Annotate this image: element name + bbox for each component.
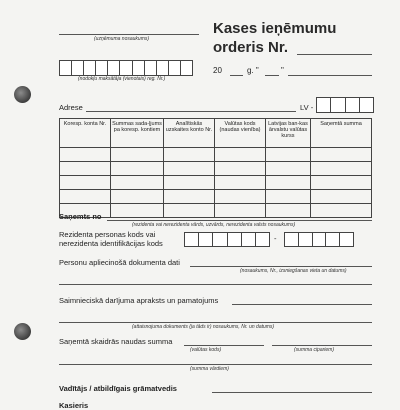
punch-hole-top xyxy=(14,86,31,103)
amount-figures-line[interactable] xyxy=(272,345,372,346)
amount-currency-line[interactable] xyxy=(184,345,264,346)
table-header-cell: Latvijas ban-kas ārvalstu valūtas kurss xyxy=(266,119,311,148)
date-year-line[interactable] xyxy=(230,75,243,76)
accounting-table xyxy=(59,118,372,218)
postal-code-label: LV - xyxy=(300,103,314,112)
postal-code-field[interactable] xyxy=(316,97,374,113)
table-header-cell: Valūtas kods (naudas vienība) xyxy=(215,119,266,148)
order-number-line[interactable] xyxy=(297,54,372,55)
company-name-line[interactable] xyxy=(59,34,199,35)
table-row xyxy=(60,162,372,176)
cashier-label: Kasieris xyxy=(59,401,89,410)
received-from-hint: (rezidenta vai nerezidenta vārds, uzvārds, nerezidenta valsts nosaukums) xyxy=(132,222,296,228)
id-document-line[interactable] xyxy=(190,266,372,267)
personal-code-dash: - xyxy=(274,234,277,243)
id-document-hint: (nosaukums, Nr., izsniegšanas vieta un datums) xyxy=(240,268,347,274)
personal-code-label-2: nerezidenta identifikācijas kods xyxy=(59,239,163,248)
transaction-label: Saimnieciskā darījuma apraksts un pamatojums xyxy=(59,296,219,305)
amount-figures-hint: (summa cipariem) xyxy=(294,347,335,353)
date-quote: " xyxy=(281,66,284,75)
table-row xyxy=(60,176,372,190)
address-label: Adrese xyxy=(59,103,83,112)
transaction-line-2[interactable] xyxy=(59,322,372,323)
received-from-label: Saņemts no xyxy=(59,212,102,221)
document-title-line1: Kases ieņēmumu xyxy=(213,20,337,37)
personal-code-part1-field[interactable] xyxy=(184,232,270,247)
address-line[interactable] xyxy=(86,111,296,112)
received-from-line[interactable] xyxy=(107,220,372,221)
table-header-cell: Saņemtā summa xyxy=(311,119,372,148)
table-row xyxy=(60,190,372,204)
taxpayer-reg-number-field[interactable] xyxy=(59,60,193,76)
table-header-cell: Analītiskās uzskaites konto Nr. xyxy=(164,119,215,148)
table-header-cell: Summas sada-ļjums pa koresp. kontiem xyxy=(111,119,164,148)
taxpayer-reg-hint: (nodokļu maksātāja (vienotais) reg. Nr.) xyxy=(78,76,166,82)
date-day-line[interactable] xyxy=(265,75,279,76)
date-year-prefix: 20 xyxy=(213,66,222,75)
table-header-cell: Koresp. konta Nr. xyxy=(60,119,111,148)
amount-words-line[interactable] xyxy=(59,364,372,365)
id-document-line-2[interactable] xyxy=(59,284,372,285)
company-name-hint: (uzņēmuma nosaukums) xyxy=(94,36,150,42)
personal-code-part2-field[interactable] xyxy=(284,232,354,247)
personal-code-label-1: Rezidenta personas kods vai xyxy=(59,230,156,239)
amount-label: Saņemtā skaidrās naudas summa xyxy=(59,337,173,346)
amount-currency-hint: (valūtas kods) xyxy=(190,347,222,353)
table-row xyxy=(60,204,372,218)
date-g-label: g. " xyxy=(247,66,259,75)
punch-hole-bottom xyxy=(14,323,31,340)
amount-words-hint: (summa vārdiem) xyxy=(190,366,229,372)
transaction-hint: (attaisnojuma dokuments (ja tāds ir) nosaukums, Nr. un datums) xyxy=(132,324,275,330)
document-title-line2: orderis Nr. xyxy=(213,39,289,56)
date-month-line[interactable] xyxy=(288,75,372,76)
accountant-signature-line[interactable] xyxy=(212,392,372,393)
id-document-label: Personu apliecinošā dokumenta dati xyxy=(59,258,180,267)
transaction-line[interactable] xyxy=(232,304,372,305)
table-header-row xyxy=(60,119,372,148)
table-row xyxy=(60,148,372,162)
accountant-label: Vadītājs / atbildīgais grāmatvedis xyxy=(59,384,177,393)
